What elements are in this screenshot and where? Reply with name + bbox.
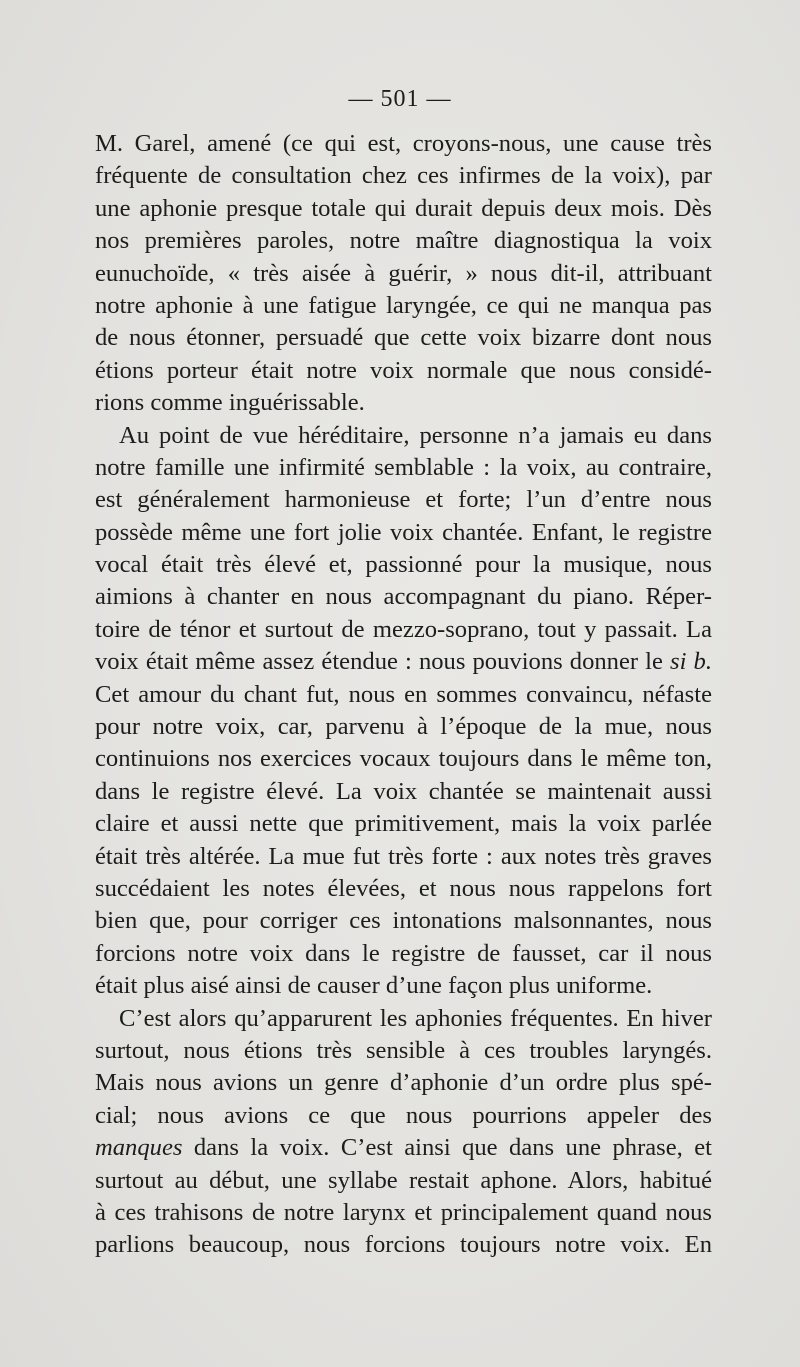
line-text: C’est alors qu’apparurent les aphonies fréquentes. En hiver <box>119 1004 712 1032</box>
text-line <box>95 1229 712 1261</box>
text-line <box>95 128 712 160</box>
text-line <box>95 517 712 549</box>
line-text: Au point de vue héréditaire, personne n’a jamais eu dans <box>119 421 712 449</box>
line-text: continuions nos exercices vocaux toujours dans le même ton, <box>95 745 712 773</box>
text-line <box>95 420 712 452</box>
text-line <box>95 1003 712 1035</box>
line-text: forcions notre voix dans le registre de fausset, car il nous <box>95 939 712 967</box>
line-text: vocal était très élevé et, passionné pour la musique, nous <box>95 551 712 579</box>
line-text: Cet amour du chant fut, nous en sommes convaincu, néfaste <box>95 680 712 708</box>
text-line <box>95 808 712 840</box>
text-line <box>95 549 712 581</box>
line-text: toire de ténor et surtout de mezzo-soprano, tout y passait. La <box>95 615 712 643</box>
line-text: à ces trahisons de notre larynx et principalement quand nous <box>95 1198 712 1226</box>
line-text: parlions beaucoup, nous forcions toujours notre voix. En <box>95 1231 712 1259</box>
line-text: rions comme inguérissable. <box>95 389 365 417</box>
text-line <box>95 1067 712 1099</box>
text-line <box>95 679 712 711</box>
text-line <box>95 776 712 808</box>
text-line <box>95 452 712 484</box>
line-text: était très altérée. La mue fut très forte : aux notes très graves <box>95 842 712 870</box>
text-line <box>95 1197 712 1229</box>
line-text: notre aphonie à une fatigue laryngée, ce qui ne manqua pas <box>95 291 712 319</box>
line-text: aimions à chanter en nous accompagnant du piano. Réper- <box>95 583 712 611</box>
italic-word: manques <box>95 1134 183 1162</box>
text-line <box>95 484 712 516</box>
text-line <box>95 905 712 937</box>
page-number: — 501 — <box>348 86 452 112</box>
line-text: voix était même assez étendue : nous pouvions donner le <box>95 648 663 676</box>
text-line <box>95 938 712 970</box>
line-text: dans la voix. C’est ainsi que dans une phrase, et <box>193 1134 712 1162</box>
line-text: de nous étonner, persuadé que cette voix bizarre dont nous <box>95 324 712 352</box>
line-text: fréquente de consultation chez ces infirmes de la voix), par <box>95 162 712 190</box>
text-line <box>95 873 712 905</box>
text-line <box>95 258 712 290</box>
text-line <box>95 1165 712 1197</box>
line-text: dans le registre élevé. La voix chantée se maintenait aussi <box>95 777 712 805</box>
text-line <box>95 355 712 387</box>
text-line <box>95 322 712 354</box>
italic-word: si b. <box>670 648 712 676</box>
text-line <box>95 387 712 419</box>
line-text: surtout, nous étions très sensible à ces troubles laryngés. <box>95 1036 712 1064</box>
body-text <box>95 128 712 1262</box>
line-text: succédaient les notes élevées, et nous nous rappelons fort <box>95 874 712 902</box>
line-text: notre famille une infirmité semblable : la voix, au contraire, <box>95 453 712 481</box>
line-text: surtout au début, une syllabe restait aphone. Alors, habitué <box>95 1166 712 1194</box>
text-line <box>95 841 712 873</box>
line-text: est généralement harmonieuse et forte; l’un d’entre nous <box>95 486 712 514</box>
text-line <box>95 614 712 646</box>
line-text: possède même une fort jolie voix chantée. Enfant, le registre <box>95 518 712 546</box>
text-line <box>95 1132 712 1164</box>
text-line <box>95 193 712 225</box>
text-line <box>95 581 712 613</box>
text-line <box>95 743 712 775</box>
line-text: une aphonie presque totale qui durait depuis deux mois. Dès <box>95 194 712 222</box>
line-text: Mais nous avions un genre d’aphonie d’un ordre plus spé- <box>95 1069 712 1097</box>
text-line <box>95 970 712 1002</box>
line-text: M. Garel, amené (ce qui est, croyons-nous, une cause très <box>95 130 712 157</box>
text-line <box>95 1100 712 1132</box>
text-line <box>95 711 712 743</box>
line-text: eunuchoïde, « très aisée à guérir, » nous dit-il, attribuant <box>95 259 712 287</box>
line-text: bien que, pour corriger ces intonations malsonnantes, nous <box>95 907 712 935</box>
text-line <box>95 1035 712 1067</box>
line-text: claire et aussi nette que primitivement, mais la voix parlée <box>95 810 712 838</box>
line-text: était plus aisé ainsi de causer d’une façon plus uniforme. <box>95 972 653 1000</box>
text-line <box>95 646 712 678</box>
line-text: cial; nous avions ce que nous pourrions appeler des <box>95 1101 712 1129</box>
text-line <box>95 225 712 257</box>
text-line <box>95 290 712 322</box>
line-text: étions porteur était notre voix normale que nous considé- <box>95 356 712 384</box>
line-text: nos premières paroles, notre maître diagnostiqua la voix <box>95 227 712 255</box>
line-text: pour notre voix, car, parvenu à l’époque de la mue, nous <box>95 713 712 741</box>
text-line <box>95 160 712 192</box>
